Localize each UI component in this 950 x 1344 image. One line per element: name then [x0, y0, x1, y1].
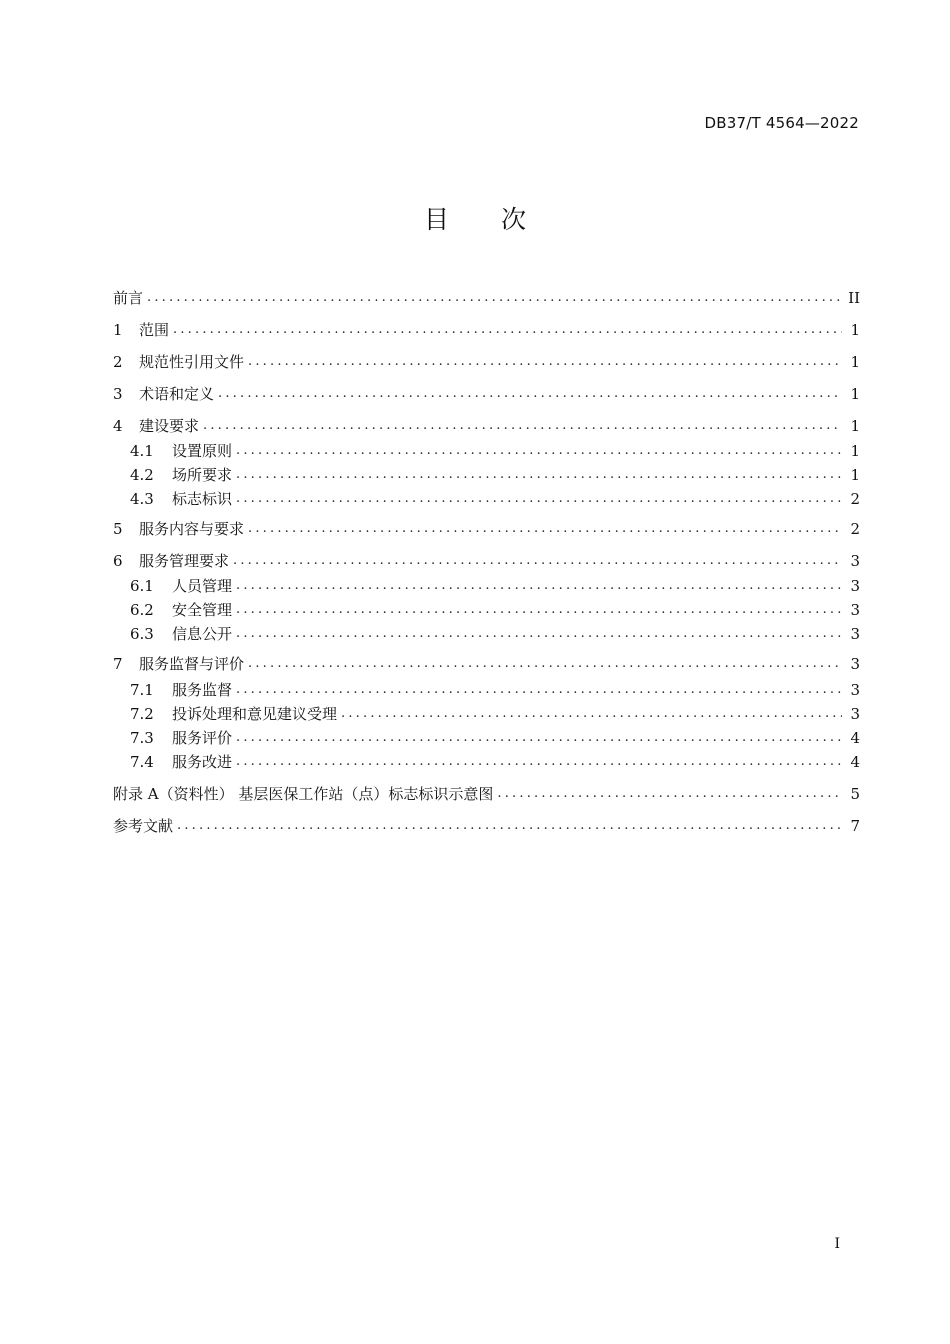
- toc-entry-number: 1: [113, 321, 123, 339]
- toc-entry[interactable]: [113, 549, 860, 573]
- toc-leader-dots: [236, 726, 842, 750]
- toc-entry-number: 5: [113, 520, 123, 538]
- toc-entry-page: 4: [850, 729, 860, 747]
- toc-entry-number: 7.2: [130, 705, 154, 723]
- toc-leader-dots: [248, 652, 842, 676]
- toc-entry-number: 7.3: [130, 729, 154, 747]
- toc-entry[interactable]: [113, 517, 860, 541]
- toc-leader-dots: [236, 574, 842, 598]
- toc-entry-label: 人员管理: [172, 577, 233, 595]
- toc-entry[interactable]: [130, 463, 860, 487]
- toc-leader-dots: [147, 286, 842, 310]
- toc-leader-dots: [236, 678, 842, 702]
- toc-entry[interactable]: [113, 814, 860, 838]
- toc-entry-label: 服务管理要求: [139, 552, 230, 570]
- toc-entry[interactable]: [113, 414, 860, 438]
- page-title-char-1: 目: [423, 205, 449, 234]
- toc-leader-dots: [248, 350, 842, 374]
- toc-entry-page: 1: [850, 442, 860, 460]
- toc-leader-dots: [341, 702, 842, 726]
- toc-entry-page: 3: [850, 601, 860, 619]
- toc-entry-label: 建设要求: [139, 417, 200, 435]
- toc-entry-label: 服务监督: [172, 681, 233, 699]
- toc-entry-number: 7.1: [130, 681, 154, 699]
- toc-leader-dots: [236, 487, 842, 511]
- toc-entry-number: 6.2: [130, 601, 154, 619]
- toc-entry-page: 3: [850, 625, 860, 643]
- toc-entry-label: 前言: [113, 289, 144, 307]
- toc-entry-page: 3: [850, 705, 860, 723]
- toc-entry-number: 3: [113, 385, 123, 403]
- toc-entry-label: 范围: [139, 321, 170, 339]
- toc-leader-dots: [497, 782, 842, 806]
- toc-entry-label: 设置原则: [172, 442, 233, 460]
- toc-entry-label: 投诉处理和意见建议受理: [172, 705, 338, 723]
- document-code: DB37/T 4564—2022: [704, 114, 859, 132]
- toc-leader-dots: [218, 382, 842, 406]
- toc-entry-page: 1: [850, 417, 860, 435]
- page-title-char-2: 次: [501, 205, 527, 234]
- toc-entry[interactable]: [130, 574, 860, 598]
- toc-entry-page: 7: [850, 817, 860, 835]
- toc-entry-label: 场所要求: [172, 466, 233, 484]
- toc-entry-page: 1: [850, 385, 860, 403]
- toc-entry-page: 2: [850, 520, 860, 538]
- toc-entry-page: 1: [850, 321, 860, 339]
- toc-entry-label: 服务评价: [172, 729, 233, 747]
- toc-entry-page: 3: [850, 552, 860, 570]
- toc-entry[interactable]: [113, 318, 860, 342]
- toc-leader-dots: [233, 549, 842, 573]
- toc-entry[interactable]: [130, 678, 860, 702]
- toc-entry-page: 5: [850, 785, 860, 803]
- toc-entry-page: 3: [850, 577, 860, 595]
- toc-leader-dots: [173, 318, 842, 342]
- toc-leader-dots: [236, 463, 842, 487]
- toc-entry-label: 服务监督与评价: [139, 655, 245, 673]
- toc-entry[interactable]: [113, 652, 860, 676]
- toc-entry-label: 服务改进: [172, 753, 233, 771]
- toc-entry-label: 参考文献: [113, 817, 174, 835]
- toc-entry-number: 6.1: [130, 577, 154, 595]
- toc-entry-label: 术语和定义: [139, 385, 215, 403]
- toc-entry-label: 服务内容与要求: [139, 520, 245, 538]
- toc-entry-number: 7: [113, 655, 123, 673]
- toc-entry-number: 7.4: [130, 753, 154, 771]
- toc-entry-number: 4.3: [130, 490, 154, 508]
- toc-entry-number: 2: [113, 353, 123, 371]
- toc-leader-dots: [177, 814, 842, 838]
- toc-entry-label: 附录 A（资料性） 基层医保工作站（点）标志标识示意图: [113, 785, 494, 803]
- toc-entry-number: 4.1: [130, 442, 154, 460]
- toc-entry-page: 2: [850, 490, 860, 508]
- toc-entry[interactable]: [130, 702, 860, 726]
- toc-entry-page: 4: [850, 753, 860, 771]
- toc-entry-number: 6.3: [130, 625, 154, 643]
- page-number: I: [834, 1236, 840, 1252]
- toc-entry-page: 1: [850, 466, 860, 484]
- toc-entry-label: 规范性引用文件: [139, 353, 245, 371]
- toc-entry-label: 标志标识: [172, 490, 233, 508]
- toc-entry[interactable]: [113, 286, 860, 310]
- toc-entry-number: 4.2: [130, 466, 154, 484]
- toc-leader-dots: [236, 598, 842, 622]
- toc-entry[interactable]: [130, 622, 860, 646]
- toc-entry-number: 6: [113, 552, 123, 570]
- toc-leader-dots: [203, 414, 842, 438]
- toc-entry-page: 3: [850, 655, 860, 673]
- toc-entry-label: 安全管理: [172, 601, 233, 619]
- toc-leader-dots: [236, 750, 842, 774]
- toc-entry-number: 4: [113, 417, 123, 435]
- toc-entry[interactable]: [130, 487, 860, 511]
- toc-leader-dots: [248, 517, 842, 541]
- toc-entry-page: 3: [850, 681, 860, 699]
- toc-leader-dots: [236, 622, 842, 646]
- toc-entry-label: 信息公开: [172, 625, 233, 643]
- toc-entry[interactable]: [113, 382, 860, 406]
- toc-leader-dots: [236, 439, 842, 463]
- toc-entry-page: II: [848, 289, 860, 307]
- toc-entry[interactable]: [130, 726, 860, 750]
- toc-entry-page: 1: [850, 353, 860, 371]
- page-title: [0, 200, 950, 236]
- toc-entry[interactable]: [130, 750, 860, 774]
- toc-entry[interactable]: [113, 782, 860, 806]
- toc-entry[interactable]: [130, 439, 860, 463]
- toc-entry[interactable]: [113, 350, 860, 374]
- toc-entry[interactable]: [130, 598, 860, 622]
